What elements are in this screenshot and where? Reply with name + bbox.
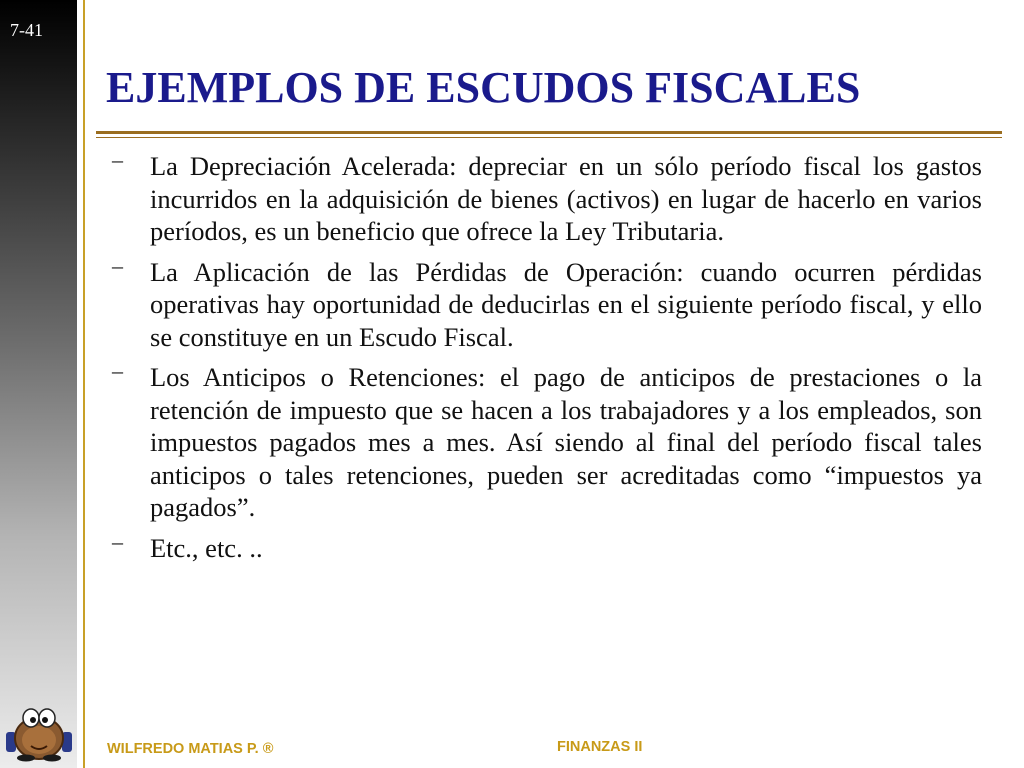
bullet-item <box>110 358 982 524</box>
bullet-list <box>110 147 982 572</box>
footer-author: WILFREDO MATIAS P. ® <box>107 741 274 757</box>
bullet-text: La Depreciación Acelerada: depreciar en un sólo período fiscal los gastos incurridos en la adquisición de bienes (activos) en lugar de hacerlo en varios períodos, es un beneficio que ofrece la Ley Tributaria. <box>150 151 982 246</box>
bullet-item <box>110 147 982 248</box>
slide-title: EJEMPLOS DE ESCUDOS FISCALES <box>106 63 861 112</box>
dash-bullet-icon: – <box>112 528 123 554</box>
dash-bullet-icon: – <box>112 147 123 172</box>
dash-bullet-icon: – <box>112 252 123 278</box>
title-underline-thick <box>96 131 1002 134</box>
title-underline-thin <box>96 137 1002 138</box>
slide-number: 7-41 <box>10 20 43 40</box>
bullet-text: La Aplicación de las Pérdidas de Operación: cuando ocurren pérdidas operativas hay oportunidad de deducirlas en el siguiente período fiscal, y ello se constituye en un Escudo Fiscal. <box>150 256 982 352</box>
dash-bullet-icon: – <box>112 358 123 383</box>
bullet-text: Etc., etc. .. <box>150 532 263 563</box>
bullet-item <box>110 252 982 354</box>
sidebar-gradient <box>0 0 77 768</box>
sidebar-rule <box>83 0 85 768</box>
bullet-item <box>110 528 982 565</box>
footer-course: FINANZAS II <box>557 739 643 755</box>
coin-mascot-icon <box>4 700 74 762</box>
bullet-text: Los Anticipos o Retenciones: el pago de anticipos de prestaciones o la retención de impuesto que se hacen a los trabajadores y a los empleados, son impuestos pagados mes a mes. Así siendo al final del período fiscal tales anticipos o tales retenciones, pueden ser acreditadas como “impuestos ya pagados”. <box>150 362 982 522</box>
